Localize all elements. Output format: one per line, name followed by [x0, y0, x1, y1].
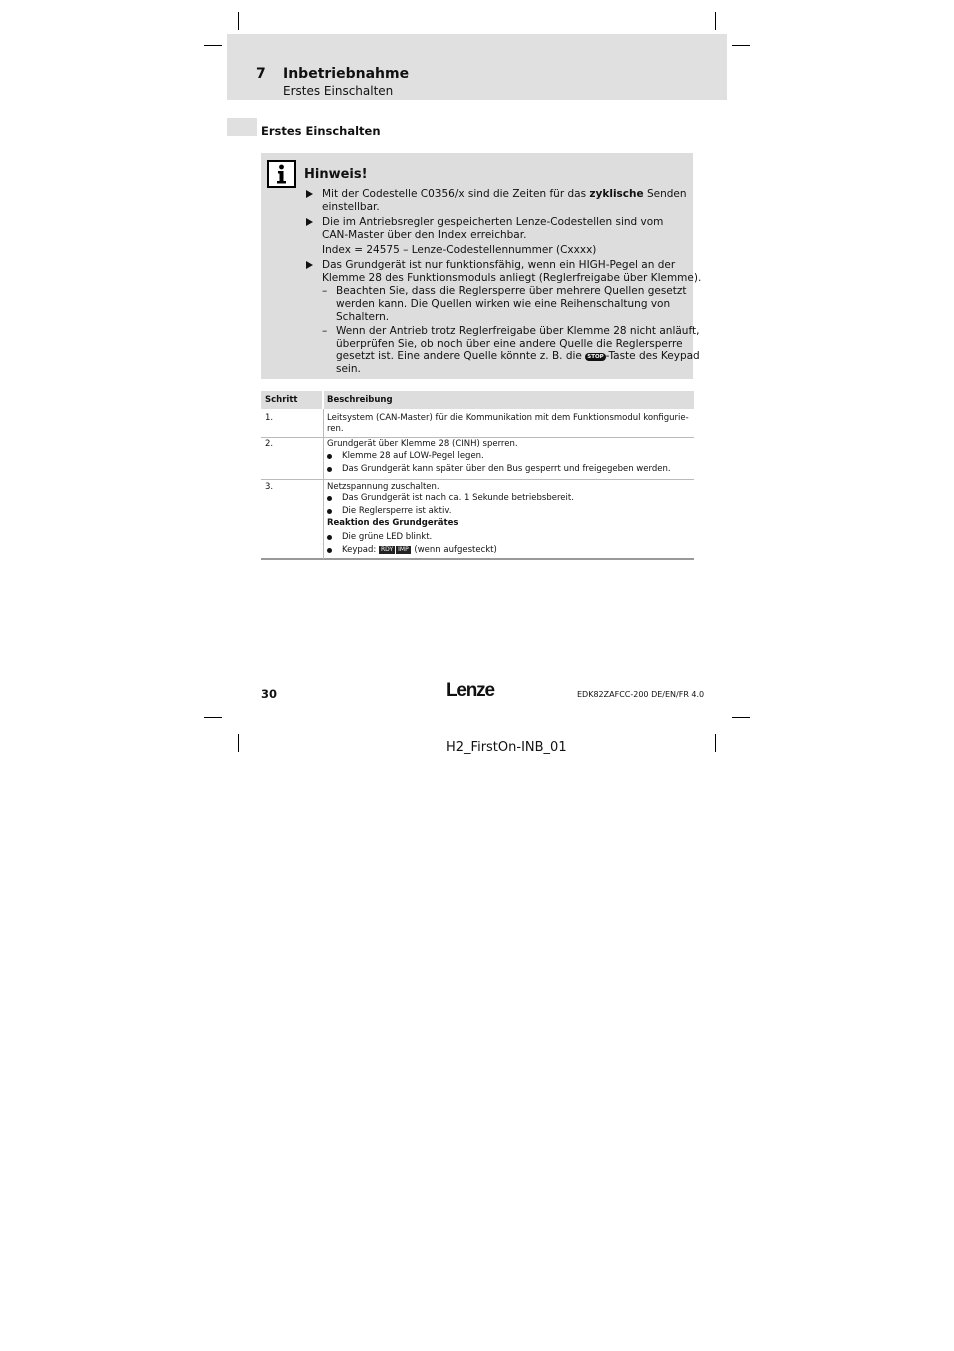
table-row-bullet: Das Grundgerät ist nach ca. 1 Sekunde betriebsbereit.	[342, 493, 574, 503]
imp-indicator-icon: IMP	[398, 546, 409, 553]
crop-mark	[715, 734, 716, 752]
table-row-text: Leitsystem (CAN-Master) für die Kommunikation mit dem Funktionsmodul konfigurie-	[327, 413, 689, 423]
arrow-bullet-icon	[306, 190, 313, 198]
section-marker	[227, 118, 257, 136]
note-bullet-2-line-3: Index = 24575 – Lenze-Codestellennummer (Cxxxx)	[322, 244, 597, 256]
file-label: H2_FirstOn-INB_01	[446, 740, 567, 755]
bullet-dot-icon	[327, 509, 332, 514]
arrow-bullet-icon	[306, 218, 313, 226]
rdy-indicator-icon: RDY	[380, 546, 394, 553]
crop-mark	[732, 717, 750, 718]
table-row-text: Netzspannung zuschalten.	[327, 482, 440, 492]
stop-key-icon: STOP	[587, 354, 604, 360]
table-column-divider	[323, 409, 324, 559]
chapter-subtitle: Erstes Einschalten	[283, 84, 394, 98]
table-row-bullet: Klemme 28 auf LOW-Pegel legen.	[342, 451, 484, 461]
crop-mark	[204, 45, 222, 46]
table-row-step: 1.	[265, 413, 274, 423]
note-bullet-1-line-2: einstellbar.	[322, 201, 380, 213]
table-row-subheading: Reaktion des Grundgerätes	[327, 518, 459, 528]
note-dash-1-line-2: werden kann. Die Quellen wirken wie eine Reihenschaltung von	[336, 298, 671, 310]
document-code: EDK82ZAFCC-200 DE/EN/FR 4.0	[577, 690, 705, 699]
bullet-dot-icon	[327, 548, 332, 553]
table-row-bullet: Die Reglersperre ist aktiv.	[342, 506, 452, 516]
table-row-bullet: Das Grundgerät kann später über den Bus gesperrt und freigegeben werden.	[342, 464, 671, 474]
crop-mark	[238, 734, 239, 752]
arrow-bullet-icon	[306, 261, 313, 269]
table-divider	[261, 479, 694, 480]
note-dash-2-line-3: gesetzt ist. Eine andere Quelle könnte z. B. die STOP -Taste des Keypad	[336, 350, 700, 362]
note-dash-1-line-3: Schaltern.	[336, 311, 390, 323]
table-header-step: Schritt	[261, 391, 322, 409]
table-header-description: Beschreibung	[324, 391, 694, 409]
note-bullet-2-line-2: CAN-Master über den Index erreichbar.	[322, 229, 527, 241]
crop-mark	[715, 12, 716, 30]
chapter-title: Inbetriebnahme	[283, 66, 410, 82]
dash-bullet: –	[322, 325, 328, 337]
lenze-logo: Lenze	[446, 680, 494, 701]
table-row-step: 3.	[265, 482, 274, 492]
crop-mark	[732, 45, 750, 46]
note-dash-2-line-2: überprüfen Sie, ob noch über eine andere Quelle die Reglersperre	[336, 338, 683, 350]
table-row-bullet: Die grüne LED blinkt.	[342, 532, 433, 542]
note-dash-1-line-1: Beachten Sie, dass die Reglersperre über mehrere Quellen gesetzt	[336, 285, 687, 297]
table-bottom-rule	[261, 558, 694, 560]
note-bullet-2-line-1: Die im Antriebsregler gespeicherten Lenze-Codestellen sind vom	[322, 216, 664, 228]
bullet-dot-icon	[327, 496, 332, 501]
info-icon	[267, 160, 296, 188]
note-bullet-3-line-2: Klemme 28 des Funktionsmoduls anliegt (Reglerfreigabe über Klemme).	[322, 272, 702, 284]
dash-bullet: –	[322, 285, 328, 297]
note-title: Hinweis!	[304, 167, 368, 182]
note-dash-2-line-4: sein.	[336, 363, 361, 375]
crop-mark	[204, 717, 222, 718]
bullet-dot-icon	[327, 467, 332, 472]
note-bullet-1-line-1: Mit der Codestelle C0356/x sind die Zeiten für das zyklische Senden	[322, 188, 687, 200]
note-dash-2-line-1: Wenn der Antrieb trotz Reglerfreigabe über Klemme 28 nicht anläuft,	[336, 325, 700, 337]
bullet-dot-icon	[327, 535, 332, 540]
table-row-step: 2.	[265, 439, 274, 449]
bullet-dot-icon	[327, 454, 332, 459]
crop-mark	[238, 12, 239, 30]
table-row-keypad: Keypad: RDY IMP (wenn aufgesteckt)	[342, 545, 497, 555]
page-number: 30	[261, 687, 278, 701]
note-bullet-3-line-1: Das Grundgerät ist nur funktionsfähig, wenn ein HIGH-Pegel an der	[322, 259, 676, 271]
table-row-text: ren.	[327, 424, 344, 434]
table-row-text: Grundgerät über Klemme 28 (CINH) sperren.	[327, 439, 518, 449]
chapter-number: 7	[256, 66, 266, 82]
section-title: Erstes Einschalten	[261, 124, 381, 138]
